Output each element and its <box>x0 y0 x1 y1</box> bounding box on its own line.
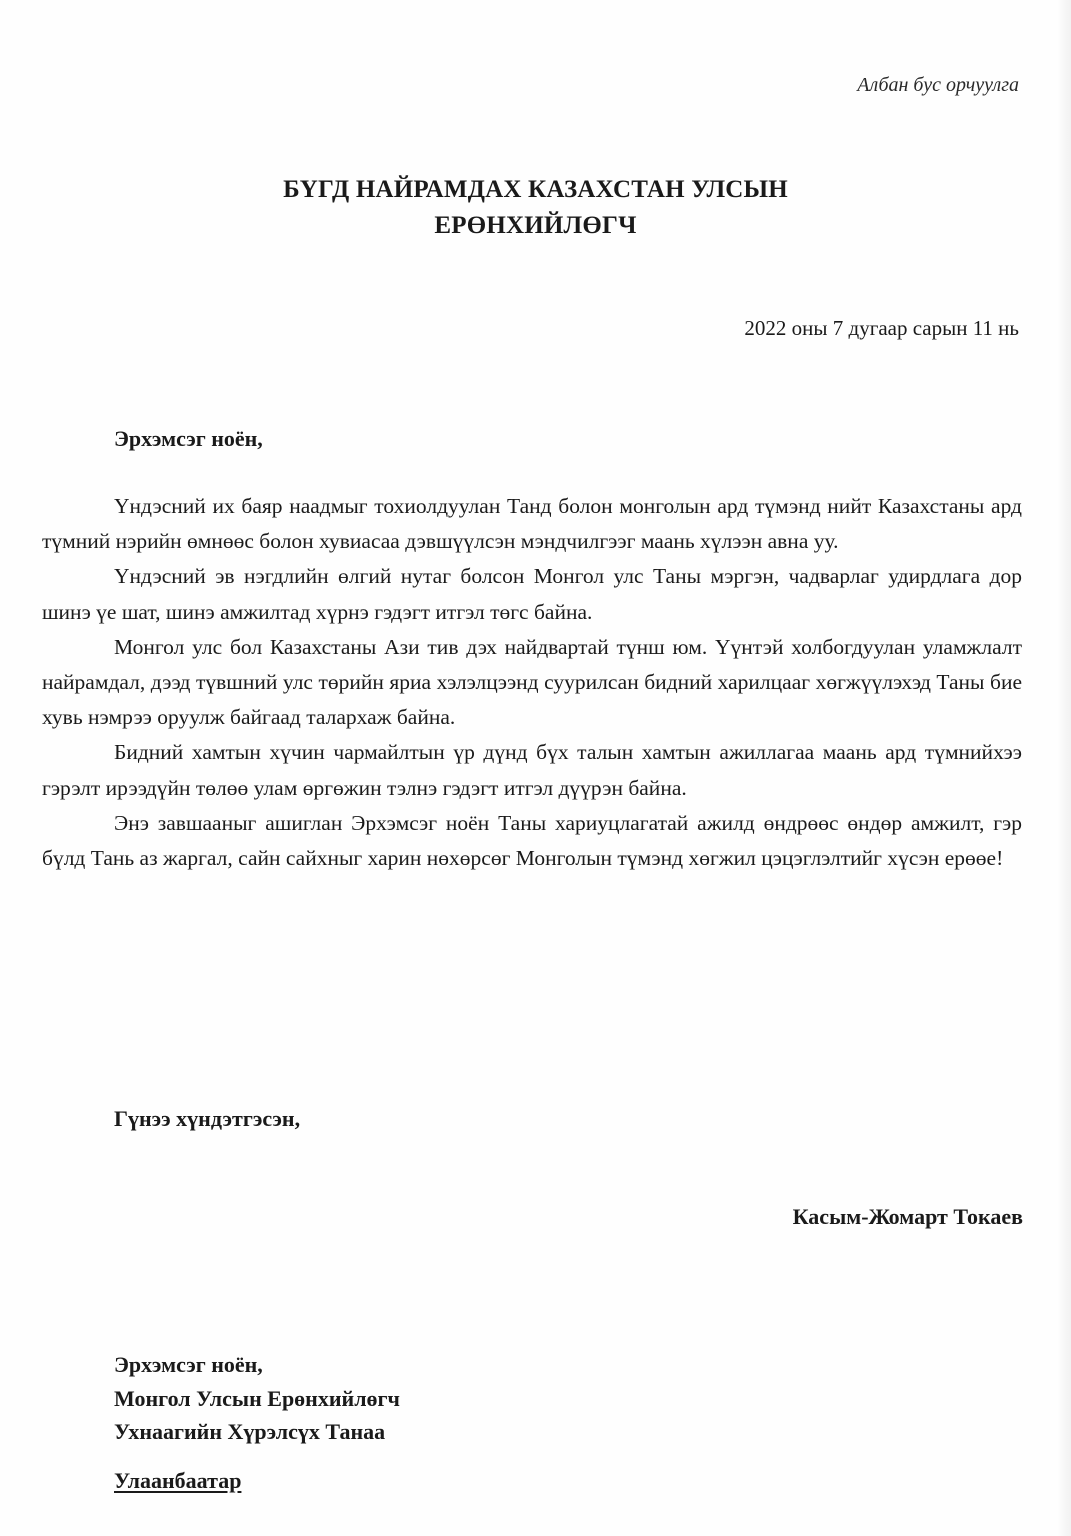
body-paragraph: Монгол улс бол Казахстаны Ази тив дэх найдвартай түнш юм. Үүнтэй холбогдуулан уламжлалт найрамдал, дээд түвшний улс төрийн яриа хэлэлцээнд суурилсан бидний харилцааг хөгжүүлэхэд Таны бие хувь нэмрээ оруулж байгаад талархаж байна. <box>42 634 1022 730</box>
body-paragraph: Үндэсний их баяр наадмыг тохиолдуулан Танд болон монголын ард түмэнд нийт Казахстаны ард түмний нэрийн өмнөөс болон хувиасаа дэвшүүлсэн мэндчилгээг маань хүлээн авна уу. <box>42 494 1022 554</box>
body-paragraph: Энэ завшааныг ашиглан Эрхэмсэг ноён Таны хариуцлагатай ажилд өндрөөс өндөр амжилт, гэр бүлд Тань аз жаргал, сайн сайхныг харин нөхөрсөг Монголын түмэнд хөгжил цэцэглэлтийг хүсэн ерөөе! <box>42 810 1022 871</box>
body-paragraph: Бидний хамтын хүчин чармайлтын үр дүнд бүх талын хамтын ажиллагаа маань ард түмнийхээ гэрэлт ирээдүйн төлөө улам өргөжин тэлнэ гэдэгт итгэл дүүрэн байна. <box>42 740 1022 800</box>
heading-line-1: БҮГД НАЙРАМДАХ КАЗАХСТАН УЛСЫН <box>283 176 788 203</box>
salutation: Эрхэмсэг ноён, <box>114 426 263 451</box>
letter-heading <box>0 172 1071 244</box>
addressee-line-3: Ухнаагийн Хүрэлсүх Танаа <box>114 1419 386 1444</box>
letter-body <box>42 489 1022 876</box>
city-name: Улаанбаатар <box>114 1468 242 1493</box>
translation-note: Албан бус орчуулга <box>857 74 1019 96</box>
closing-phrase: Гүнээ хүндэтгэсэн, <box>114 1106 301 1131</box>
body-paragraph: Үндэсний эв нэгдлийн өлгий нутаг болсон Монгол улс Таны мэргэн, чадварлаг удирдлага дор шинэ үе шат, шинэ амжилтад хүрнэ гэдэгт итгэл төгс байна. <box>42 564 1022 624</box>
signature-name: Касым-Жомарт Токаев <box>792 1204 1023 1229</box>
letter-date: 2022 оны 7 дугаар сарын 11 нь <box>744 316 1019 340</box>
addressee-line-2: Монгол Улсын Ерөнхийлөгч <box>114 1385 400 1411</box>
heading-line-2: ЕРӨНХИЙЛӨГЧ <box>434 212 637 239</box>
addressee-block <box>114 1348 400 1449</box>
addressee-line-1: Эрхэмсэг ноён, <box>114 1352 263 1377</box>
